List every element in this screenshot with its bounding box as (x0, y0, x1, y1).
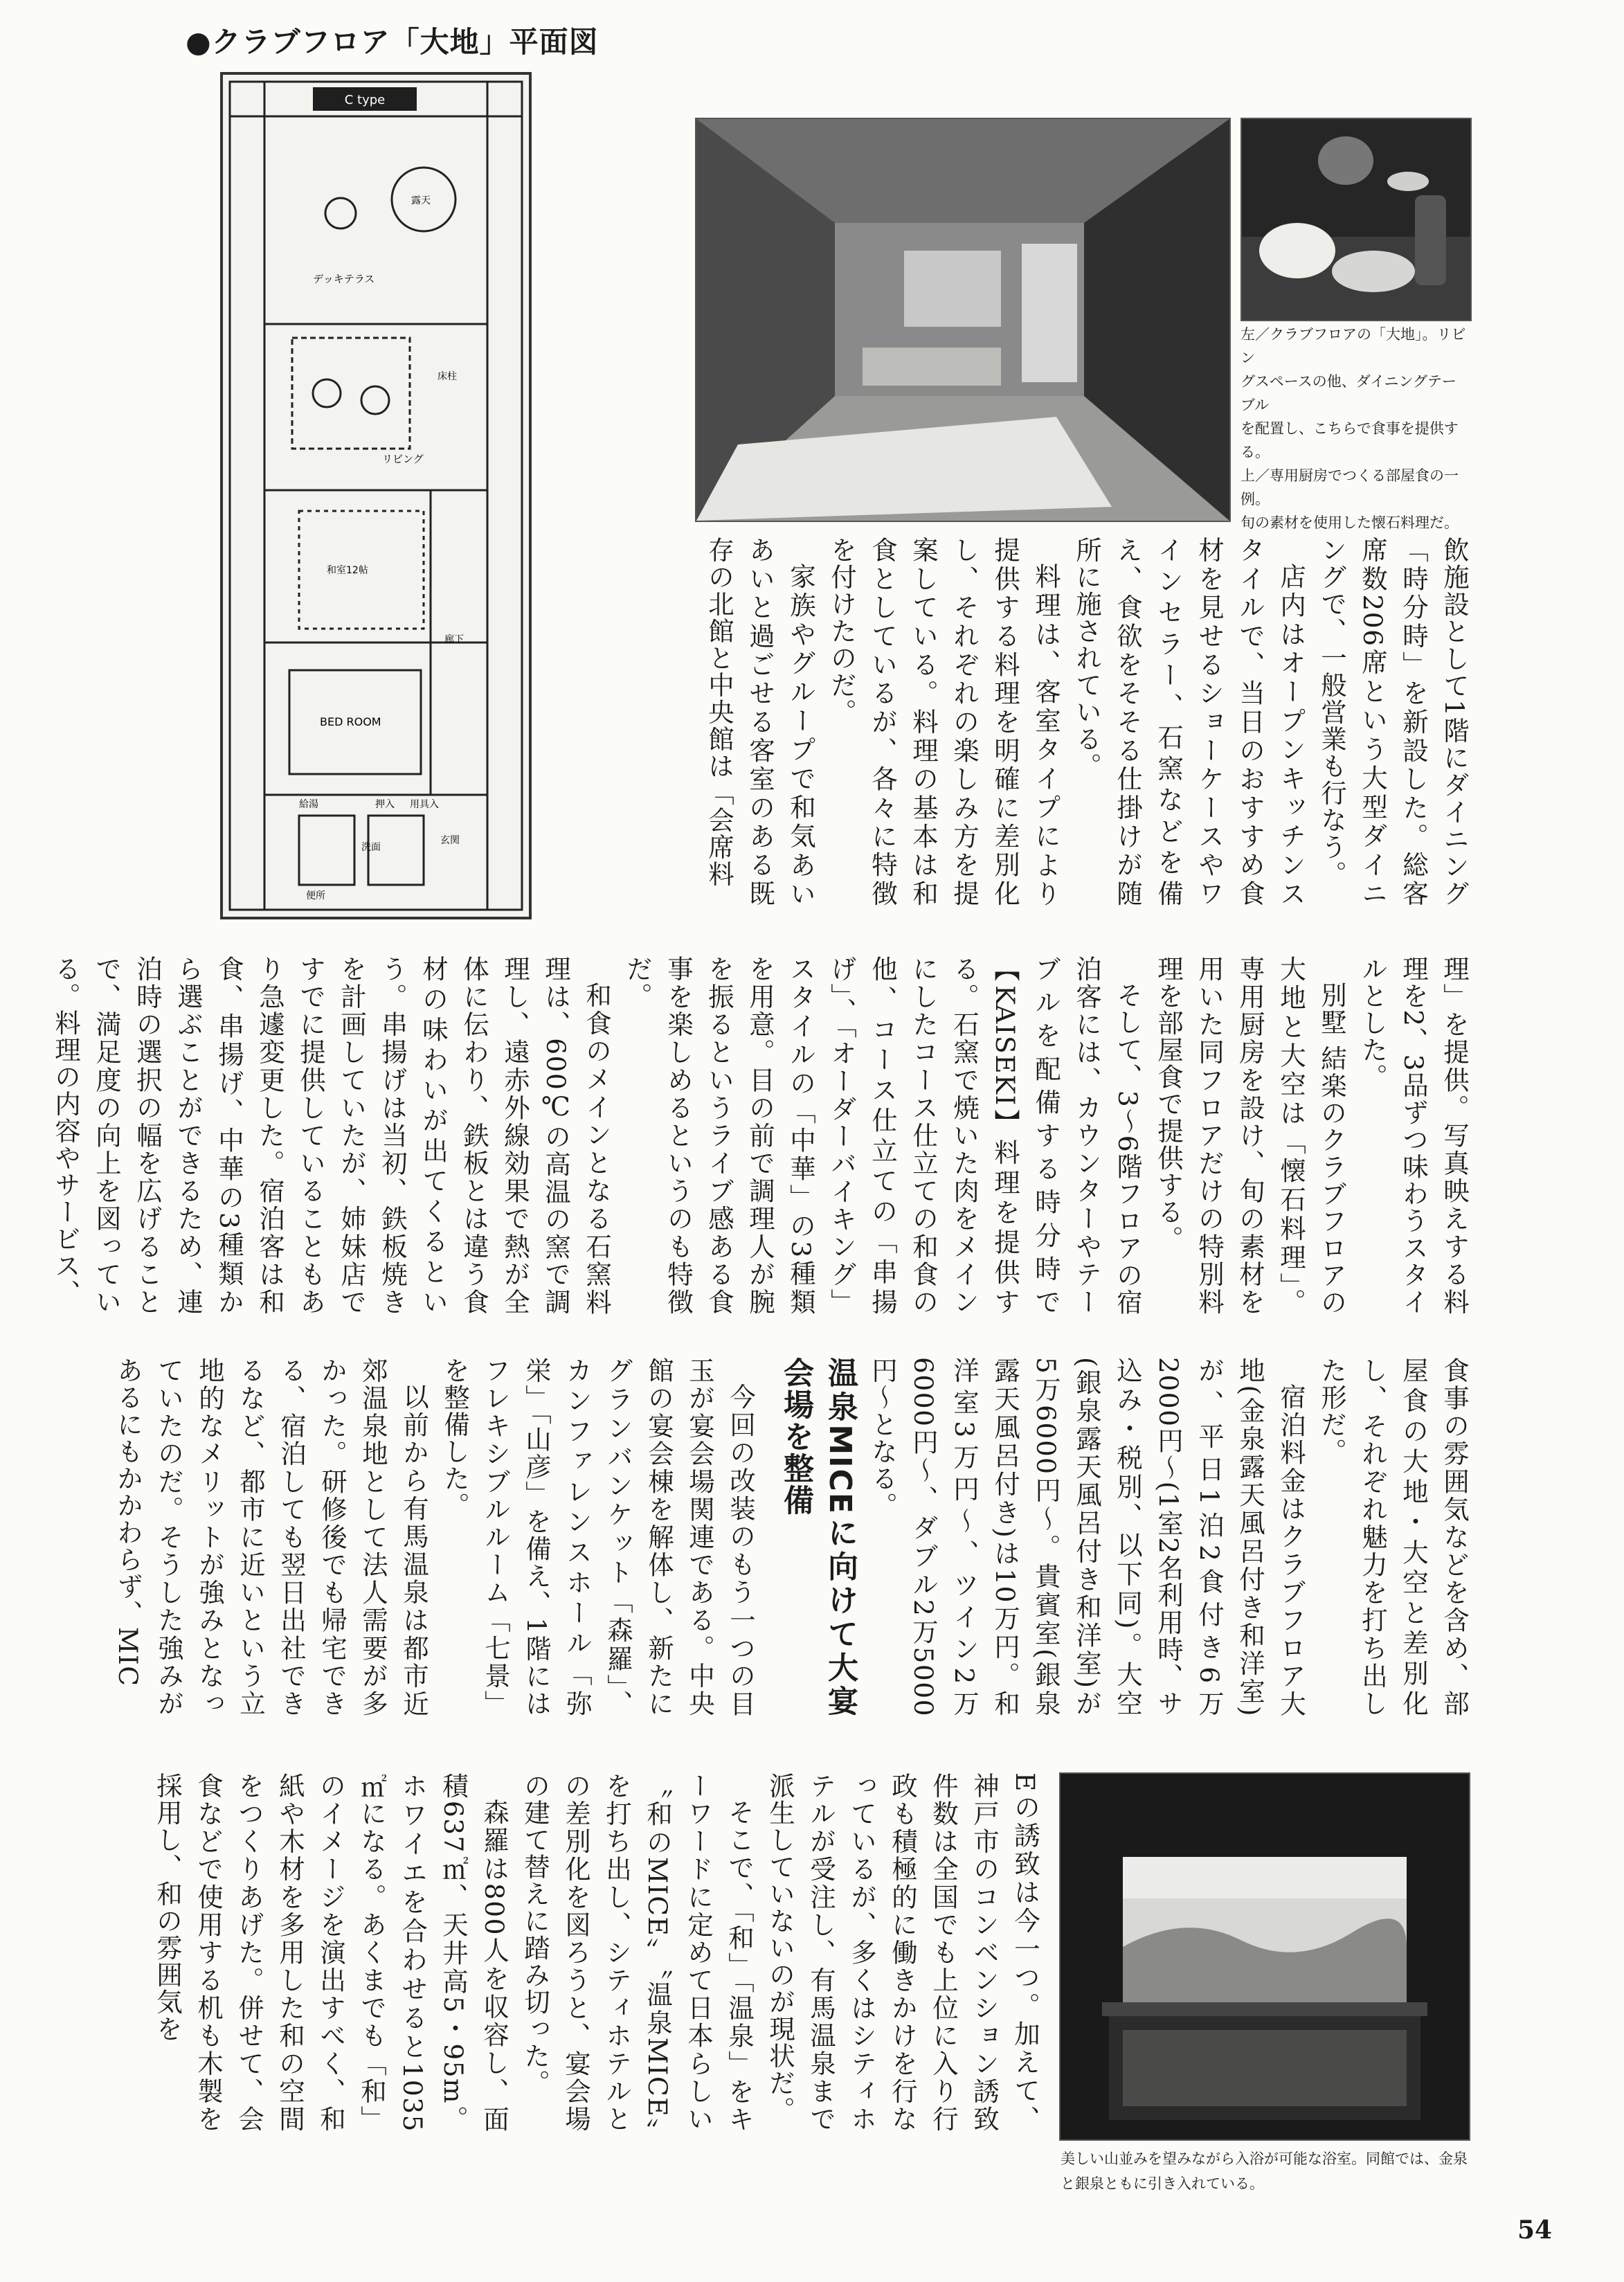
page-number: 54 (1517, 2216, 1553, 2245)
bath-caption-line: と銀泉ともに引き入れている。 (1061, 2175, 1264, 2192)
plan-label-deck: デッキテラス (313, 273, 375, 285)
plan-label-washroom: 洗面 (361, 842, 381, 853)
plan-label-entrance: 玄関 (440, 835, 460, 846)
room-photo (695, 118, 1231, 522)
bath-photo-illustration (1061, 1774, 1469, 2139)
plan-label-ctype: C type (344, 93, 386, 107)
paragraph: 以前から有馬温泉は都市近郊温泉地として法人需要が多かった。研修後でも帰宅できる、宿泊しても翌日出社できるなど、都市に近いという立地的なメリットが強みとなっていたのだ。そうした強みがあるにもかかわらず、MIC (113, 1357, 429, 1717)
plan-label-bath: 露天 (411, 195, 431, 206)
paragraph: 別墅 結楽のクラブフロアの大地と大空は「懐石料理」。専用厨房を設け、旬の素材を用いた同フロアだけの特別料理を部屋食で提供する。 (1153, 955, 1347, 1315)
photo-caption-line: 左／クラブフロアの「大地」。リビン (1240, 326, 1466, 366)
plan-label-storage: 押入 (375, 799, 395, 810)
floor-plan-drawing (223, 75, 529, 917)
plan-label-living: リビング (382, 453, 424, 465)
paragraph: 家族やグループで和気あいあいと過ごせる客室のある既存の北館と中央館は「会席料 (704, 537, 816, 907)
dish-photo (1240, 118, 1472, 321)
photo-caption-line: 旬の素材を使用した懐石料理だ。 (1240, 514, 1459, 531)
paragraph: 森羅は800人を収容し、面積637㎡、天井高5・95m。ホワイエを合わせると1035㎡になる。あくまでも「和」のイメージを演出すべく、和紙や木材を多用した和の空間をつくりあげた。併せて、会食などで使用する机も木製を採用し、和の雰囲気を (152, 1772, 509, 2132)
photo-caption-line: を配置し、こちらで食事を提供する。 (1240, 420, 1459, 460)
paragraph: 飲施設として1階にダイニング「時分時」を新設した。総客席数206席という大型ダイニングで、一般営業も行なう。 (1317, 537, 1470, 907)
article-column-2 (51, 955, 1474, 1315)
plan-label-hall: 廊下 (444, 634, 464, 645)
paragraph: Eの誘致は今一つ。加えて、神戸市のコンベンション誘致件数は全国でも上位に入り行政も積極的に働きかけを行なっているが、多くはシティホテルが受注し、有馬温泉まで派生していないのが現状だ。 (765, 1772, 1040, 2132)
plan-label-tokonoma: 床柱 (437, 371, 457, 382)
article-column-3 (113, 1357, 1474, 1717)
article-column-1 (663, 537, 1474, 907)
photo-caption (1240, 323, 1469, 534)
bath-caption-line: 美しい山並みを望みながら入浴が可能な浴室。同館では、金泉 (1061, 2150, 1468, 2167)
section-subheading: 温泉MICEに向けて大宴会場を整備 (778, 1357, 858, 1717)
article-column-4 (152, 1772, 1045, 2132)
paragraph: 理」を提供。写真映えする料理を2、3品ずつ味わうスタイルとした。 (1357, 955, 1470, 1315)
plan-label-toilet: 便所 (306, 890, 325, 901)
paragraph: そこで、「和」「温泉」をキーワードに定めて日本らしい〝和のMICE〟〝温泉MICE〟を打ち出し、シティホテルとの差別化を図ろうと、宴会場の建て替えに踏み切った。 (520, 1772, 755, 2132)
dish-photo-illustration (1242, 119, 1470, 320)
paragraph: 宿泊料金はクラブフロア大地(金泉露天風呂付き和洋室)が、平日1泊2食付き6万2000円〜(1室2名利用時、サ込み・税別、以下同)。大空(銀泉露天風呂付き和洋室)が5万6000円〜。貴賓室(銀泉露天風呂付き)は10万円。和洋室3万円〜、ツイン2万6000円〜、ダブル2万5000円〜となる。 (867, 1357, 1306, 1717)
plan-label-japanese: 和室12帖 (327, 565, 368, 576)
photo-caption-line: グスペースの他、ダイニングテーブル (1240, 373, 1457, 413)
bath-photo (1059, 1772, 1470, 2141)
paragraph: 食事の雰囲気などを含め、部屋食の大地・大空と差別化し、それぞれ魅力を打ち出した形だ。 (1317, 1357, 1470, 1717)
plan-label-bedroom: BED ROOM (320, 715, 381, 728)
paragraph: 料理は、客室タイプにより提供する料理を明確に差別化し、それぞれの楽しみ方を提案している。料理の基本は和食としているが、各々に特徴を付けたのだ。 (827, 537, 1061, 907)
paragraph: 和食のメインとなる石窯料理は、600℃の高温の窯で調理し、遠赤外線効果で熱が全体に伝わり、鉄板とは違う食材の味わいが出てくるという。串揚げは当初、鉄板焼きを計画していたが、姉妹店ですでに提供していることもあり急遽変更した。宿泊客は和食、串揚げ、中華の3種類から選ぶことができるため、連泊時の選択の幅を広げることで、満足度の向上を図っている。料理の内容やサービス、 (51, 955, 612, 1315)
paragraph: 店内はオープンキッチンスタイルで、当日のおすすめ食材を見せるショーケースやワインセラー、石窯などを備え、食欲をそそる仕掛けが随所に施されている。 (1072, 537, 1306, 907)
figure-heading: ●クラブフロア「大地」平面図 (186, 25, 599, 59)
floor-plan (220, 72, 532, 919)
plan-label-linen: 用具入 (410, 799, 439, 810)
room-photo-illustration (696, 119, 1229, 521)
bath-caption (1061, 2146, 1476, 2196)
paragraph: 今回の改装のもう一つの目玉が宴会場関連である。中央館の宴会棟を解体し、新たにグランバンケット「森羅」、カンファレンスホール「弥栄」「山彦」を備え、1階にはフレキシブルルーム「七景」を整備した。 (440, 1357, 756, 1717)
plan-label-watersupply: 給湯 (299, 799, 318, 810)
paragraph: そして、3〜6階フロアの宿泊客には、カウンターやテーブルを配備する時分時で【KAISEKI】料理を提供する。石窯で焼いた肉をメインにしたコース仕立ての和食の他、コース仕立ての「串揚げ」、「オーダーバイキング」スタイルの「中華」の3種類を用意。目の前で調理人が腕を振るというライブ感ある食事を楽しめるというのも特徴だ。 (622, 955, 1143, 1315)
photo-caption-line: 上／専用厨房でつくる部屋食の一例。 (1240, 467, 1459, 507)
